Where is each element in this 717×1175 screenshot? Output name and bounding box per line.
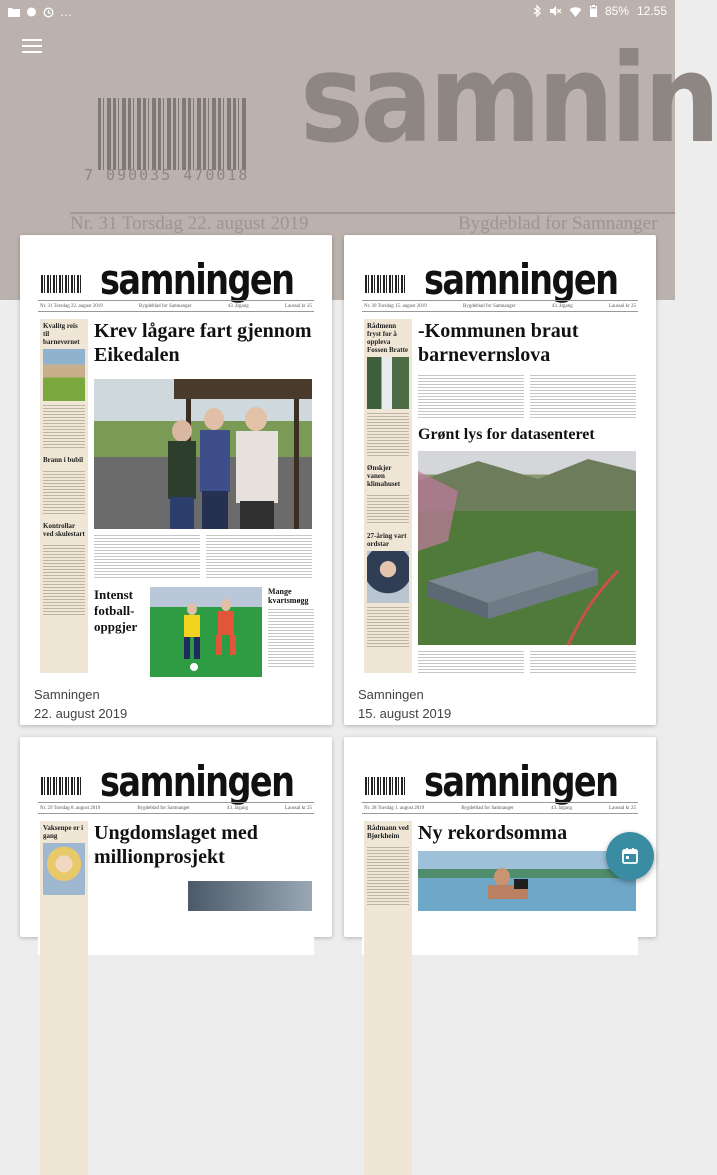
issue-cover[interactable] [362, 755, 638, 955]
barcode-image [41, 777, 83, 795]
cover-headline: Krev lågare fart gjennom Eikedalen [94, 320, 312, 366]
more-notifications-icon: … [60, 5, 72, 19]
battery-percent: 85% [604, 4, 629, 18]
cover-masthead: samningen [100, 255, 294, 304]
cover-photo [94, 379, 312, 529]
issue-card[interactable] [20, 235, 332, 725]
cover-masthead: samningen [100, 757, 294, 806]
issue-card[interactable] [344, 737, 656, 937]
cover-infobar: Nr. 31 Torsdag 22. august 2019 Bygdeblad for Samnanger 43. årgang Laussal kr 25 [38, 300, 314, 312]
cover-subheadline: Intenst fotball-oppgjer [94, 587, 138, 634]
sync-icon [43, 7, 54, 18]
hamburger-menu-icon[interactable] [22, 39, 42, 55]
football-photo [150, 587, 262, 677]
issue-cover[interactable] [38, 253, 314, 673]
chat-icon [26, 7, 37, 18]
cover-infobar: Nr. 29 Torsdag 8. august 2019 Bygdeblad for Samnanger 43. årgang Laussal kr 25 [38, 802, 314, 814]
side-photo [43, 349, 85, 401]
cover-dateline: Nr. 31 Torsdag 22. august 2019 [70, 213, 309, 234]
cover-subheadline: Grønt lys for datasenteret [418, 426, 595, 443]
clock: 12.55 [636, 4, 667, 18]
barcode-image [98, 98, 246, 170]
barcode-number: 7 090035 470018 [84, 166, 250, 184]
cover-masthead: samningen [424, 255, 618, 304]
barcode-image [365, 275, 407, 293]
side-photo [43, 843, 85, 895]
cover-sidebar: Kvalitg reis til barnevernet Brann i bubil Kontrollar ved skulestart [40, 319, 88, 673]
notification-icons [8, 5, 72, 19]
issue-title: Samningen [34, 687, 100, 702]
barcode-image [365, 777, 407, 795]
bluetooth-icon [533, 5, 541, 17]
cover-masthead: samnin [300, 28, 717, 170]
portrait-photo [367, 551, 409, 603]
cover-headline: Ny rekordsomma [418, 822, 568, 844]
cover-headline: -Kommunen braut barnevernslova [418, 320, 579, 366]
mute-icon [549, 5, 561, 17]
barcode-image [41, 275, 83, 293]
folder-icon [8, 7, 20, 17]
status-bar [0, 0, 675, 24]
issue-date: 22. august 2019 [34, 706, 128, 721]
waterfall-photo [367, 357, 409, 409]
cover-sidebar: Vaksenpe er i gang [40, 821, 88, 1175]
calendar-icon[interactable] [606, 832, 654, 880]
issue-cover[interactable] [362, 253, 638, 673]
cover-photo [188, 881, 312, 911]
system-status [533, 4, 667, 18]
cover-headline: Ungdomslaget med millionprosjekt [94, 822, 258, 868]
cover-sidebar: Rådmenn fryst for å oppleva Fossen Bratte Ønskjer vanen klimahuset 27-åring vart ordstar [364, 319, 412, 673]
cover-infobar: Nr. 28 Torsdag 1. august 2019 Bygdeblad for Samnanger 43. årgang Laussal kr 25 [362, 802, 638, 814]
cover-photo [418, 851, 636, 911]
datacenter-photo [418, 451, 636, 645]
issue-cover[interactable] [38, 755, 314, 955]
cover-infobar: Nr. 30 Torsdag 15. august 2019 Bygdeblad for Samnanger 43. årgang Laussal kr 25 [362, 300, 638, 312]
calendar-glyph-icon [621, 847, 639, 865]
wifi-icon [569, 6, 582, 17]
cover-sidebar: Rådmann ved Bjørkheim [364, 821, 412, 1175]
issue-date: 15. august 2019 [358, 706, 452, 721]
cover-subtitle: Bygdeblad for Samnanger [458, 213, 658, 234]
cover-smallhead: Mange kvartsmøgg [268, 587, 309, 605]
issue-card[interactable] [344, 235, 656, 725]
issue-title: Samningen [358, 687, 424, 702]
battery-icon [590, 5, 597, 17]
issue-card[interactable] [20, 737, 332, 937]
cover-masthead: samningen [424, 757, 618, 806]
